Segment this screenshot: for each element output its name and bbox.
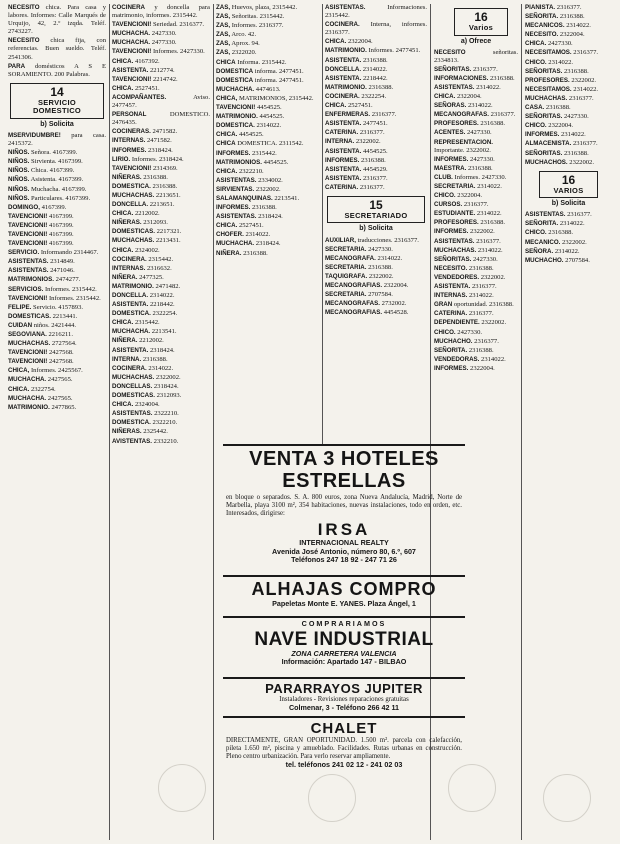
classified-ad: ASISTENTAS. 2316377. [525,211,592,219]
classified-ad: NECESITO chica. Para casa y labores. Informes: Calle Marqués de Urquijo, 42, 2.º izqda. Teléf. 2743227. [8,4,106,36]
column-2-list [112,4,210,446]
classified-ad: SECRETARIA. 2707584. [325,291,393,299]
classified-ad: NIÑOS. Señora. 4167399. [8,149,78,157]
classified-ad: PIANISTA. 2316377. [525,4,582,11]
column-4-list [325,4,427,192]
classified-ad: MUCHACHAS. 2213431. [112,237,181,245]
classified-ad: MECANICO. 2322002. [525,238,587,246]
classified-ad: INFORMACIONES. 2316388. [434,74,515,82]
classified-ad: NIÑOS. Asistenta. 4167399. [8,176,84,184]
classified-ad: ZAS, Señoritas. 2315442. [216,13,285,21]
column-4 [325,4,427,444]
classified-ad: COCINERA. 2314022. [112,364,174,372]
classified-ad: MUCHACHAS. 2316377. [525,94,594,102]
classified-ad: PERSONAL DOMESTICO. 2476435. [112,111,210,127]
ad-nave-zone: ZONA CARRETERA VALENCIA [291,648,397,658]
classified-ad: COCINERA y doncella para matrimonio, informes. 2315442. [112,4,210,20]
classified-ad: TAVENCIONI! Informes. 2427330. [112,48,205,56]
section-header-16-b: 16 VARIOS [539,171,598,199]
classified-ad: MATRIMONIO. 4454525. [216,113,285,121]
classified-ad: ASISTENTAS. 2471046. [8,267,75,275]
classified-ad: CHICA. 2527451. [216,222,264,230]
classified-ad: MATRIMONIOS. 4454525. [216,158,289,166]
classified-ad: INTERNAS. 2316632. [112,264,172,272]
classified-ad: SECRETARIA. 2427330. [325,245,393,253]
section-subheading: b) Solicita [359,225,393,233]
classified-ad: CHICO. 2314022. [525,58,574,66]
classified-ad: ZAS, Arco. 42. [216,31,257,39]
classified-ad: MSERVIDUMBRE! para casa. 2415372. [8,131,106,148]
classified-ad: MUCHACHA. 2318424. [216,240,281,248]
classified-ad: CHICA. 2527451. [325,102,373,110]
classified-ad: MUCHACHA. 2477330. [112,39,177,47]
classified-ad: MECANOGRAFIAS. 2322004. [325,282,409,290]
classified-ad: CUIDAN niños. 2421444. [8,321,77,329]
classified-ad: CATERINA. 2316377. [325,183,385,191]
section-subheading: b) Solicita [40,120,74,128]
column-rule [322,4,323,444]
classified-ad: ZAS, Aprox. 94. [216,40,260,48]
ad-alhajas [223,575,465,613]
classified-ad: NIÑOS. Particulares. 4167399. [8,194,91,202]
classified-ad: SEGOVIANA. 2216211. [8,331,73,338]
column-1-top [8,4,106,79]
classified-ad: NIÑERA. 2477325. [112,273,164,281]
section-header-15: 15 SECRETARIADO [327,196,425,224]
classified-ad: SECRETARIA. 2314022. [434,183,502,190]
classified-ad: CHICO. 2316388. [525,229,574,237]
classified-ad: TAVENCIONI! 4167399. [8,230,74,238]
ad-nave-headline: NAVE INDUSTRIAL [254,628,434,650]
classified-ad: INFORMES. 2322002. [434,228,495,236]
classified-ad: MUCHACHO. 2316377. [434,337,499,345]
classified-ad: CHICA. 2212002. [112,210,160,218]
classified-ad: REPRESENTACION. Importante. 2322002. [434,138,494,154]
column-5-list [434,49,518,373]
classified-ad: CATERINA. 2316377. [325,129,385,137]
classified-ad: PROFESORES. 2316388. [434,120,506,128]
classified-ad: NECESITAMOS. 2316377. [525,49,599,57]
classified-ad: COCINERA. 2322254. [325,92,387,100]
column-6 [525,4,612,840]
classified-ad: CHICA. 2322004. [325,38,373,46]
classified-ad: SEÑORITAS. 2427330. [525,113,589,121]
classified-ad: INTERNAS. 2471582. [112,137,172,145]
classified-ad: NIÑERA. 2316388. [216,249,268,257]
classified-ad: CURSOS. 2316377. [434,201,489,209]
classified-ad: ASISTENTA. 2212774. [112,66,175,74]
classified-ad: MUCHACHA. 2427330. [112,30,177,38]
classified-ad: SEÑORITAS. 2427330. [434,255,498,263]
column-6-list [525,4,612,167]
classified-ad: ASISTENTAS. 2316377. [434,237,501,245]
classified-ad: CHICA. 2324004. [112,401,160,409]
ad-chalet-phones: tel. teléfonos 241 02 12 - 241 02 03 [285,760,403,769]
classified-ad: DOMESTICA informa. 2477451. [216,67,304,75]
classified-ad: TAVENCIONI! 2314369. [112,164,178,172]
column-2 [112,4,210,840]
classified-ad: SEÑORAS. 2314022. [434,102,493,110]
classified-ad: COCINERAS. 2471582. [112,128,178,136]
classified-ad: VENDEDORES. 2322002. [434,273,506,281]
column-4-bottom [325,786,427,840]
classified-ad: NECESITO. 2322004. [525,31,585,39]
classified-ad: ASISTENTA. 4454529. [325,165,388,173]
ad-alhajas-headline: ALHAJAS COMPRO [251,579,437,599]
classified-ad: DOMESTICAS. 2213441. [8,312,78,320]
classified-ad: CHICA DOMESTICA. 2311542. [216,140,304,148]
classified-ad: SALAMANQUINAS. 2213541. [216,194,300,202]
classified-ad: ASISTENTA. 2318424. [112,346,175,354]
classified-ad: DONCELLA. 2213651. [112,201,175,209]
classified-ad: MUCHACHO. 2707584. [525,256,590,264]
classified-ad: AUXILIAR, traducciones. 2316377. [325,236,419,244]
classified-ad: CLUB. Informes. 2427330. [434,173,507,181]
column-4-list-2 [325,237,427,318]
classified-ad: DOMESTICA. 2314022. [216,122,282,130]
ad-chalet-body: DIRECTAMENTE, GRAN OPORTUNIDAD. 1.500 m². parcela con calefacción, pileta 1.650 m², piscina y amueblado. Facilidades. Rutas urbanas en construcción. Pleno centro urbanización. Para verlo reservar ampliamente. [226,737,462,760]
column-rule [109,4,110,840]
column-6-list-2 [525,211,612,265]
classified-ad: TAVENCIONI! 4167399. [8,212,74,220]
classified-ad: ASISTENTA. 2316388. [325,56,388,64]
classified-ad: ASISTENTA. 2477451. [325,120,388,128]
classified-ad: SERVICIOS. Informes. 2315442. [8,285,97,293]
classified-ad: ASISTENTAS. Informaciones. 2315442. [325,4,427,20]
classified-ad: INFORMES. 2316388. [216,204,277,212]
classified-ad: ALMACENISTA. 2316377. [525,140,598,148]
classified-ad: COCINERA. 2315442. [112,255,174,263]
classified-ad: MECANOGRAFAS. 2316377. [434,111,516,119]
classified-ad: TAVENCIONI! Informes. 2315442. [8,294,101,302]
classified-ad: CHICA. 4454525. [216,131,264,139]
column-3-list [216,4,319,258]
classified-ad: NECESITO chica fija, con referencias. Buen sueldo. Teléf. 2541306. [8,37,106,61]
classified-ad: INFORMES. 2322004. [434,364,495,372]
classified-ad: TAVENCIONI! 2427568. [8,349,74,357]
classified-ad: TAVENCIONI! 2214742. [112,75,178,83]
classified-ad: SEÑORITAS. 2316388. [525,149,589,157]
classified-ad: MECANOGRAFAS. 2732002. [325,300,407,308]
classified-ad: PROFESORES. 2322002. [525,76,597,84]
classified-ad: DOMESTICA informa. 2477451. [216,76,304,84]
classified-ad: DONCELLA. 2314022. [112,292,175,299]
classified-ad: ASISTENTAS. 2334002. [216,176,283,184]
classified-ad: SEÑORITA. 2314022. [525,220,585,228]
ad-chalet-headline: CHALET [310,720,378,737]
classified-ad: COCINERA. Interna, informes. 2316377. [325,21,427,37]
classified-ad: ASISTENTA. 4454525. [325,147,388,155]
classified-ad: TAQUIGRAFA. 2322002. [325,272,394,280]
classified-ad: SEÑORITAS. 2316377. [434,65,498,73]
classified-ad: MUCHACHAS. 2727564. [8,340,77,348]
classified-ad: MUCHACHAS. 2314022. [434,246,503,254]
classified-ad: DONCELLA. 2314022. [325,65,388,73]
classified-ad: MUCHACHOS. 2322002. [525,158,594,166]
classified-ad: CHICO. 2427330. [434,328,483,336]
classified-ad: MUCHACHA. 2427565. [8,376,73,384]
ad-pararrayos-body: Instaladores - Revisiones reparaciones gratuitas [279,696,409,703]
classified-ad: NIÑERAS. 2316388. [112,173,168,181]
column-rule [430,4,431,840]
classified-ad: TAVENCIONI! 2427568. [8,358,74,366]
classified-ad: NECESITAMOS. 2314022. [525,85,599,93]
classified-ad: MATRIMONIOS. 2474277. [8,276,81,284]
classified-ad: VENDEDORAS. 2314022. [434,355,506,363]
classified-ad: CHICA. 2427330. [525,40,573,48]
classified-ad: CHOFER. 2314022. [216,231,271,239]
classified-ad: MECANOGRAFIAS. 4454528. [325,309,409,317]
classified-ad: DOMESTICA. 2316388. [112,182,178,190]
classified-ad: ASISTENTA. 2316377. [434,283,497,291]
classified-ad: TAVENCIONI! 4167399. [8,240,74,248]
classified-ad: INFORMES. 2314022. [525,131,586,139]
classified-ad: MUCHACHAS. 2322002. [112,373,181,381]
classified-ad: NIÑOS. Sirvienta. 4167399. [8,158,83,166]
classified-ad: CHICA, MATRIMONIOS, 2315442. [216,94,314,102]
classified-ad: CHICO. 2322004. [525,122,574,130]
classified-ad: INFORMES. 2315442. [216,149,277,157]
classifieds-page [8,4,612,840]
classified-ad: ASISTENTA. 2218442. [112,301,175,309]
classified-ad: CASA. 2316388. [525,104,571,112]
classified-ad: CHICA. 2322754. [8,385,56,393]
classified-ad: INFORMES. 2427330. [434,155,495,163]
classified-ad: DOMESTICAS. 2217321. [112,228,182,236]
classified-ad: MECANICOS. 2314022. [525,22,591,30]
classified-ad: INTERNA. 2322002. [325,138,381,146]
classified-ad: SECRETARIA. 2316388. [325,263,393,271]
classified-ad: SEÑORITA. 2316388. [525,13,585,21]
classified-ad: MATRIMONIO. 2471482. [112,282,181,290]
ad-hoteles-address: Avenida José Antonio, número 80, 6.º, 607 [272,546,416,556]
classified-ad: CHICA. 2322210. [216,167,264,175]
classified-ad: SEÑORITAS. 2316388. [525,67,589,75]
column-3-bottom [216,786,319,840]
classified-ad: DOMINGO, 4167399. [8,203,67,211]
section-subheading: b) Solicita [551,200,586,208]
classified-ad: CATERINA. 2316377. [434,310,494,318]
classified-ad: TAVENCIONI! 4454525. [216,104,282,112]
classified-ad: DOMESTICA. 2322210. [112,419,178,427]
classified-ad: MUCHACHA. 2427565. [8,394,73,402]
section-subheading: a) Ofrece [460,37,492,45]
classified-ad: ACENTES. 2427330. [434,129,492,137]
classified-ad: FELIPE. Servicio. 4157893. [8,303,84,311]
ad-nave-info: Información: Apartado 147 - BILBAO [281,657,407,666]
column-5 [434,4,518,840]
classified-ad: MUCHACHA. 4474613. [216,85,281,93]
ad-nave-top: COMPRARIAMOS [301,619,387,628]
ad-hoteles-body: en bloque o separados. S. A. 800 euros, zona Nueva Andalucía, Madrid, Norte de Marbella, playa 3100 m², 354 habitaciones, nuevas instalaciones, todo en orden, etc. Interesados, dirigirse: [226,494,462,517]
classified-ad: ASISTENTAS. 2314849. [8,258,75,266]
ad-chalet [223,716,465,782]
column-3 [216,4,319,444]
classified-ad: SIRVIENTAS. 2322002. [216,185,281,193]
classified-ad: TAVENCIONI! 4167399. [8,221,74,229]
classified-ad: ASISTENTAS. 2322210. [112,410,179,418]
classified-ad: INFORMES. 2318424. [112,146,173,154]
classified-ad: MUCHACHA. 2213541. [112,328,177,336]
ad-alhajas-body: Papeletas Monte E. YANES. Plaza Ángel, 1 [272,599,416,608]
classified-ad: PARA domésticos A S E SORAMIENTO. 200 Palabras. [8,62,106,78]
classified-ad: ESTUDIANTE. 2314022. [434,210,502,218]
ad-hoteles-headline: VENTA 3 HOTELES ESTRELLAS [249,448,439,492]
classified-ad: CHICA. 2324002. [112,246,160,254]
classified-ad: ASISTENTA. 2316377. [325,174,388,182]
ad-hoteles-company: IRSA [317,520,371,539]
column-1 [8,4,106,840]
column-rule [213,4,214,840]
ad-pararrayos-address: Colmenar, 3 - Teléfono 266 42 11 [288,703,400,712]
classified-ad: ZAS, Informes. 2316377. [216,22,284,30]
classified-ad: CHICA. 2527451. [112,84,160,92]
ad-pararrayos [223,677,465,713]
classified-ad: NECESITO. 2316388. [434,264,494,272]
classified-ad: PROFESORES. 2316388. [434,219,506,227]
classified-ad: GRAN oportunidad. 2316388. [434,301,514,309]
classified-ad: AVISTENTAS. 2332210. [112,437,179,445]
classified-ad: CHICA. 2315442. [112,319,160,327]
classified-ad: ACOMPAÑANTES. Aviso. 2477457. [112,93,210,110]
classified-ad: DONCELLAS. 2318424. [112,382,179,390]
classified-ad: CHICA Informa. 2315442. [216,58,287,66]
classified-ad: SERVICIO. Informando 2314467. [8,249,99,257]
classified-ad: SEÑORA. 2314022. [525,247,580,255]
classified-ad: DOMESTICA. 2322254. [112,310,178,318]
section-header-14: 14 SERVICIO DOMESTICO [10,83,104,119]
classified-ad: INTERNAS. 2314022. [434,292,494,300]
classified-ad: SEÑORITA. 2316388. [434,346,494,354]
classified-ad: ZAS, Huevos, plaza, 2315442. [216,4,298,11]
classified-ad: LIRIO. Informes. 2318424. [112,155,184,163]
classified-ad: CHICA, Informes. 2425567. [8,367,83,375]
classified-ad: ASISTENTAS. 2318424. [216,213,283,221]
classified-ad: INTERNA. 2316388. [112,355,168,363]
classified-ad: CHICA. 2322004. [434,93,482,101]
classified-ad: MATRIMONIO. 2477865. [8,403,77,411]
section-header-16: 16 Varios [454,8,508,36]
classified-ad: NIÑERAS. 2325442. [112,428,168,436]
classified-ad: NIÑOS. Muchacha. 4167399. [8,185,87,193]
classified-ad: CHICO. 2322004. [434,192,483,200]
column-rule [521,4,522,840]
ad-hoteles-company2: INTERNACIONAL REALTY [299,538,389,547]
classified-ad: NIÑERAS. 2312093. [112,219,168,227]
classified-ad: NIÑERA. 2212002. [112,337,164,345]
classified-ad: ENFERMERAS. 2316377. [325,111,397,119]
classified-ad: NECESITO señoritas. 2334813. [434,48,518,64]
column-1-list [8,132,106,412]
classified-ad: DOMESTICAS. 2312093. [112,392,182,400]
classified-ad: MECANOGRAFA. 2314022. [325,254,403,262]
classified-ad: INFORMES. 2316388. [325,156,386,164]
classified-ad: MATRIMONIO. 2316388. [325,83,394,91]
classified-ad: TAVENCIONI! Seriedad. 2316377. [112,21,205,29]
classified-ad: NIÑOS. Chica. 4167399. [8,167,75,175]
ad-hoteles [223,444,465,572]
classified-ad: MUCHACHAS. 2213651. [112,191,181,199]
classified-ad: MATRIMONIO. Informes. 2477451. [325,47,421,55]
ad-nave-industrial [223,616,465,674]
classified-ad: ASISTENTAS. 2314022. [434,83,501,91]
classified-ad: CHICA. 4167392. [112,57,160,65]
classified-ad: DEPENDIENTE. 2322002. [434,319,507,327]
ad-pararrayos-headline: PARARRAYOS JUPITER [265,681,423,696]
classified-ad: ASISTENTA. 2218442. [325,74,388,82]
classified-ad: MAESTRA. 2316388. [434,164,493,172]
classified-ad: ZAS, 2322020. [216,49,257,57]
ad-hoteles-phones: Teléfonos 247 18 92 - 247 71 26 [291,555,397,564]
